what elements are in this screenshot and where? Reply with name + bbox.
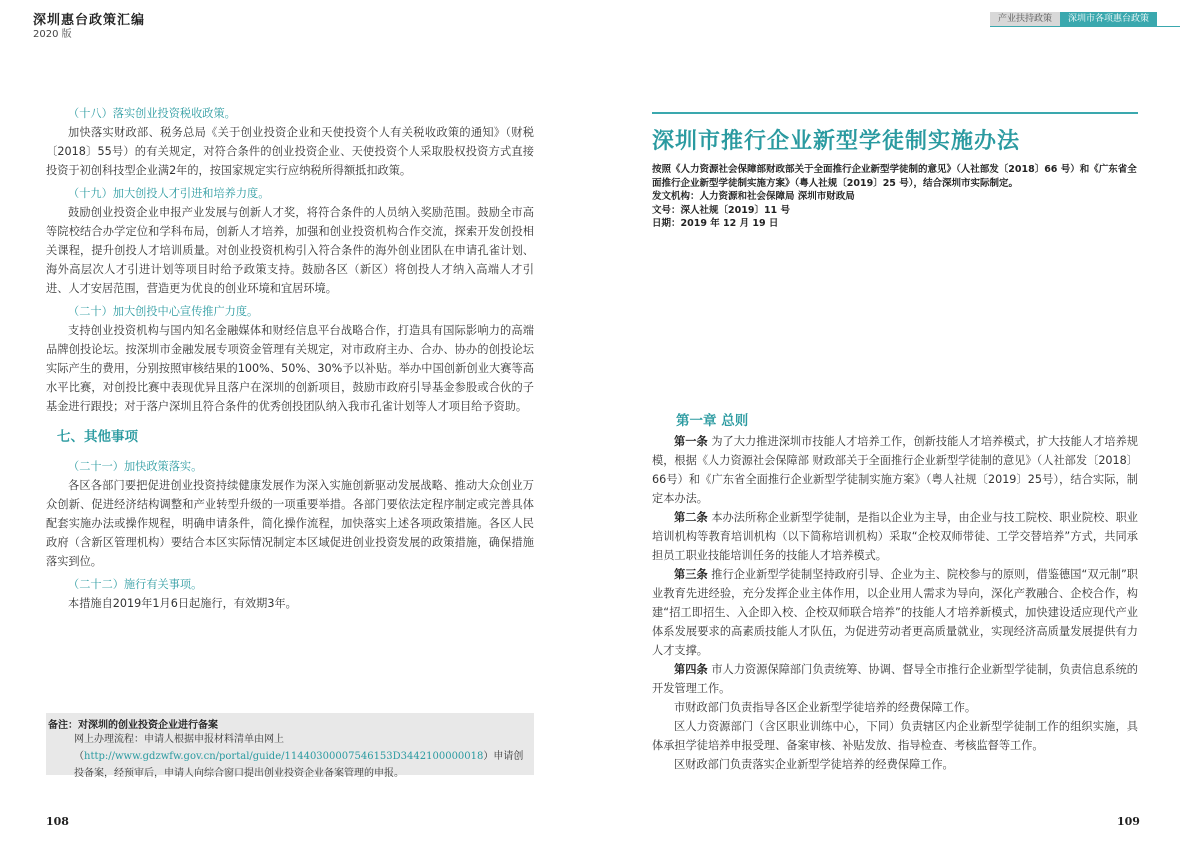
article-text: 市人力资源保障部门负责统筹、协调、督导全市推行企业新型学徒制，负责信息系统的开发管理工作。 <box>652 663 1138 695</box>
paragraph: 鼓励创业投资企业申报产业发展与创新人才奖，将符合条件的人员纳入奖励范围。鼓励全市高等院校结合办学定位和学科布局，创新人才培养，加强和创业投资机构合作交流，探索开发创投相关课程，提升创投人才培训质量。对创业投资机构引入符合条件的海外创业团队在申请孔雀计划、海外高层次人才引进计划等项目时给予政策支持。鼓励各区（新区）将创投人才纳入高端人才引进、人才安居范围，营造更为优良的创业环境和宜居环境。 <box>46 206 534 295</box>
note-body <box>46 731 526 782</box>
note-title: 备注：对深圳的创业投资企业进行备案 <box>48 720 218 731</box>
article-text: 为了大力推进深圳市技能人才培养工作，创新技能人才培养模式，扩大技能人才培养规模，根据《人力资源社会保障部 财政部关于全面推行企业新型学徒制的意见》（人社部发〔2018〕66号）和《广东省全面推行企业新型学徒制实施方案》（粤人社规〔2019〕25号），结合实际，制定本办法。 <box>652 435 1138 505</box>
article <box>652 660 1138 698</box>
page-number-left: 108 <box>46 815 69 828</box>
subheading: （十九）加大创投人才引进和培养力度。 <box>68 187 270 200</box>
subheading: （二十一）加快政策落实。 <box>68 460 203 473</box>
article <box>652 565 1138 660</box>
note-text: 网上办理流程：申请人根据申报材料清单由网上（ <box>74 734 284 762</box>
right-page-content <box>652 432 1138 774</box>
left-page-content <box>46 104 534 613</box>
article-label: 第二条 <box>674 511 708 524</box>
paragraph: 加快落实财政部、税务总局《关于创业投资企业和天使投资个人有关税收政策的通知》（财税〔2018〕55号）的有关规定，对符合条件的创业投资企业、天使投资个人采取股权投资方式直接投资于初创科技型企业满2年的，按国家规定实行应纳税所得额抵扣政策。 <box>46 126 534 177</box>
article <box>652 508 1138 565</box>
subheading: （十八）落实创业投资税收政策。 <box>68 107 236 120</box>
document-title: 深圳市推行企业新型学徒制实施办法 <box>652 129 1021 154</box>
paragraph: 各区各部门要把促进创业投资持续健康发展作为深入实施创新驱动发展战略、推动大众创业万众创新、促进经济结构调整和产业转型升级的一项重要举措。各部门要依法定程序制定或完善具体配套实施办法或操作规程，明确申请条件，简化操作流程，加快落实上述各项政策措施。各区人民政府（含新区管理机构）要结合本区实际情况制定本区域促进创业投资发展的政策措施，确保措施落实到位。 <box>46 479 534 568</box>
paragraph: 本措施自2019年1月6日起施行，有效期3年。 <box>68 597 297 610</box>
paragraph: 市财政部门负责指导各区企业新型学徒培养的经费保障工作。 <box>674 701 977 714</box>
article-text: 本办法所称企业新型学徒制，是指以企业为主导，由企业与技工院校、职业院校、职业培训机构等教育培训机构（以下简称培训机构）采取“企校双师带徒、工学交替培养”方式，共同承担员工职业技能培训任务的技能人才培养模式。 <box>652 511 1138 562</box>
meta-basis: 按照《人力资源社会保障部财政部关于全面推行企业新型学徒制的意见》（人社部发〔2018〕66 号）和《广东省全面推行企业新型学徒制实施方案》（粤人社规〔2019〕25 号），结合深圳市实际制定。 <box>652 164 1137 189</box>
section-tabs <box>990 12 1157 26</box>
header-divider <box>990 26 1180 27</box>
meta-date: 日期：2019 年 12 月 19 日 <box>652 218 779 229</box>
article-label: 第四条 <box>674 663 708 676</box>
paragraph: 支持创业投资机构与国内知名金融媒体和财经信息平台战略合作，打造具有国际影响力的高端品牌创投论坛。按深圳市金融发展专项资金管理有关规定，对市政府主办、合办、协办的创投论坛实际产生的费用，分别按照审核结果的100%、50%、30%予以补贴。举办中国创新创业大赛等高水平比赛，对创投比赛中表现优异且落户在深圳的创新项目，鼓励市政府引导基金参股或合伙的子基金进行跟投；对于落户深圳且符合条件的优秀创投团队纳入我市孔雀计划等人才项目给予资助。 <box>46 324 534 413</box>
section-heading: 七、其他事项 <box>57 429 138 445</box>
subheading: （二十二）施行有关事项。 <box>68 578 203 591</box>
subheading: （二十）加大创投中心宣传推广力度。 <box>68 305 259 318</box>
book-title: 深圳惠台政策汇编 <box>33 13 146 28</box>
tab-industry-policy[interactable]: 产业扶持政策 <box>990 12 1060 26</box>
book-edition: 2020 版 <box>33 29 72 40</box>
article-text: 推行企业新型学徒制坚持政府引导、企业为主、院校参与的原则，借鉴德国“双元制”职业教育先进经验，充分发挥企业主体作用，以企业用人需求为导向，深化产教融合、企校合作，构建“招工即招生、入企即入校、企校双师联合培养”的技能人才培养新模式，加快建设适应现代产业体系发展要求的高素质技能人才队伍，为促进劳动者更高质量就业，实现经济高质量发展提供有力人才支撑。 <box>652 568 1138 657</box>
page-number-right: 109 <box>1117 815 1140 828</box>
title-divider <box>652 112 1138 114</box>
document-meta <box>652 163 1138 231</box>
paragraph: 区人力资源部门（含区职业训练中心，下同）负责辖区内企业新型学徒制工作的组织实施，具体承担学徒培养申报受理、备案审核、补贴发放、指导检查、考核监督等工作。 <box>652 720 1138 752</box>
chapter-heading: 第一章 总则 <box>676 413 749 429</box>
note-text: ）申请创投备案，经预审后，申请人向综合窗口提出创业投资企业备案管理的申报。 <box>74 751 524 779</box>
article-label: 第一条 <box>674 435 708 448</box>
meta-issuer: 发文机构：人力资源和社会保障局 深圳市财政局 <box>652 191 855 202</box>
note-link[interactable]: http://www.gdzwfw.gov.cn/portal/guide/11440300007546153D3442100000018 <box>84 751 484 762</box>
paragraph: 区财政部门负责落实企业新型学徒培养的经费保障工作。 <box>674 758 954 771</box>
article <box>652 432 1138 508</box>
meta-doc-number: 文号：深人社规〔2019〕11 号 <box>652 204 790 216</box>
tab-shenzhen-policies[interactable]: 深圳市各项惠台政策 <box>1060 12 1157 26</box>
note-box <box>46 713 534 779</box>
article-label: 第三条 <box>674 568 708 581</box>
